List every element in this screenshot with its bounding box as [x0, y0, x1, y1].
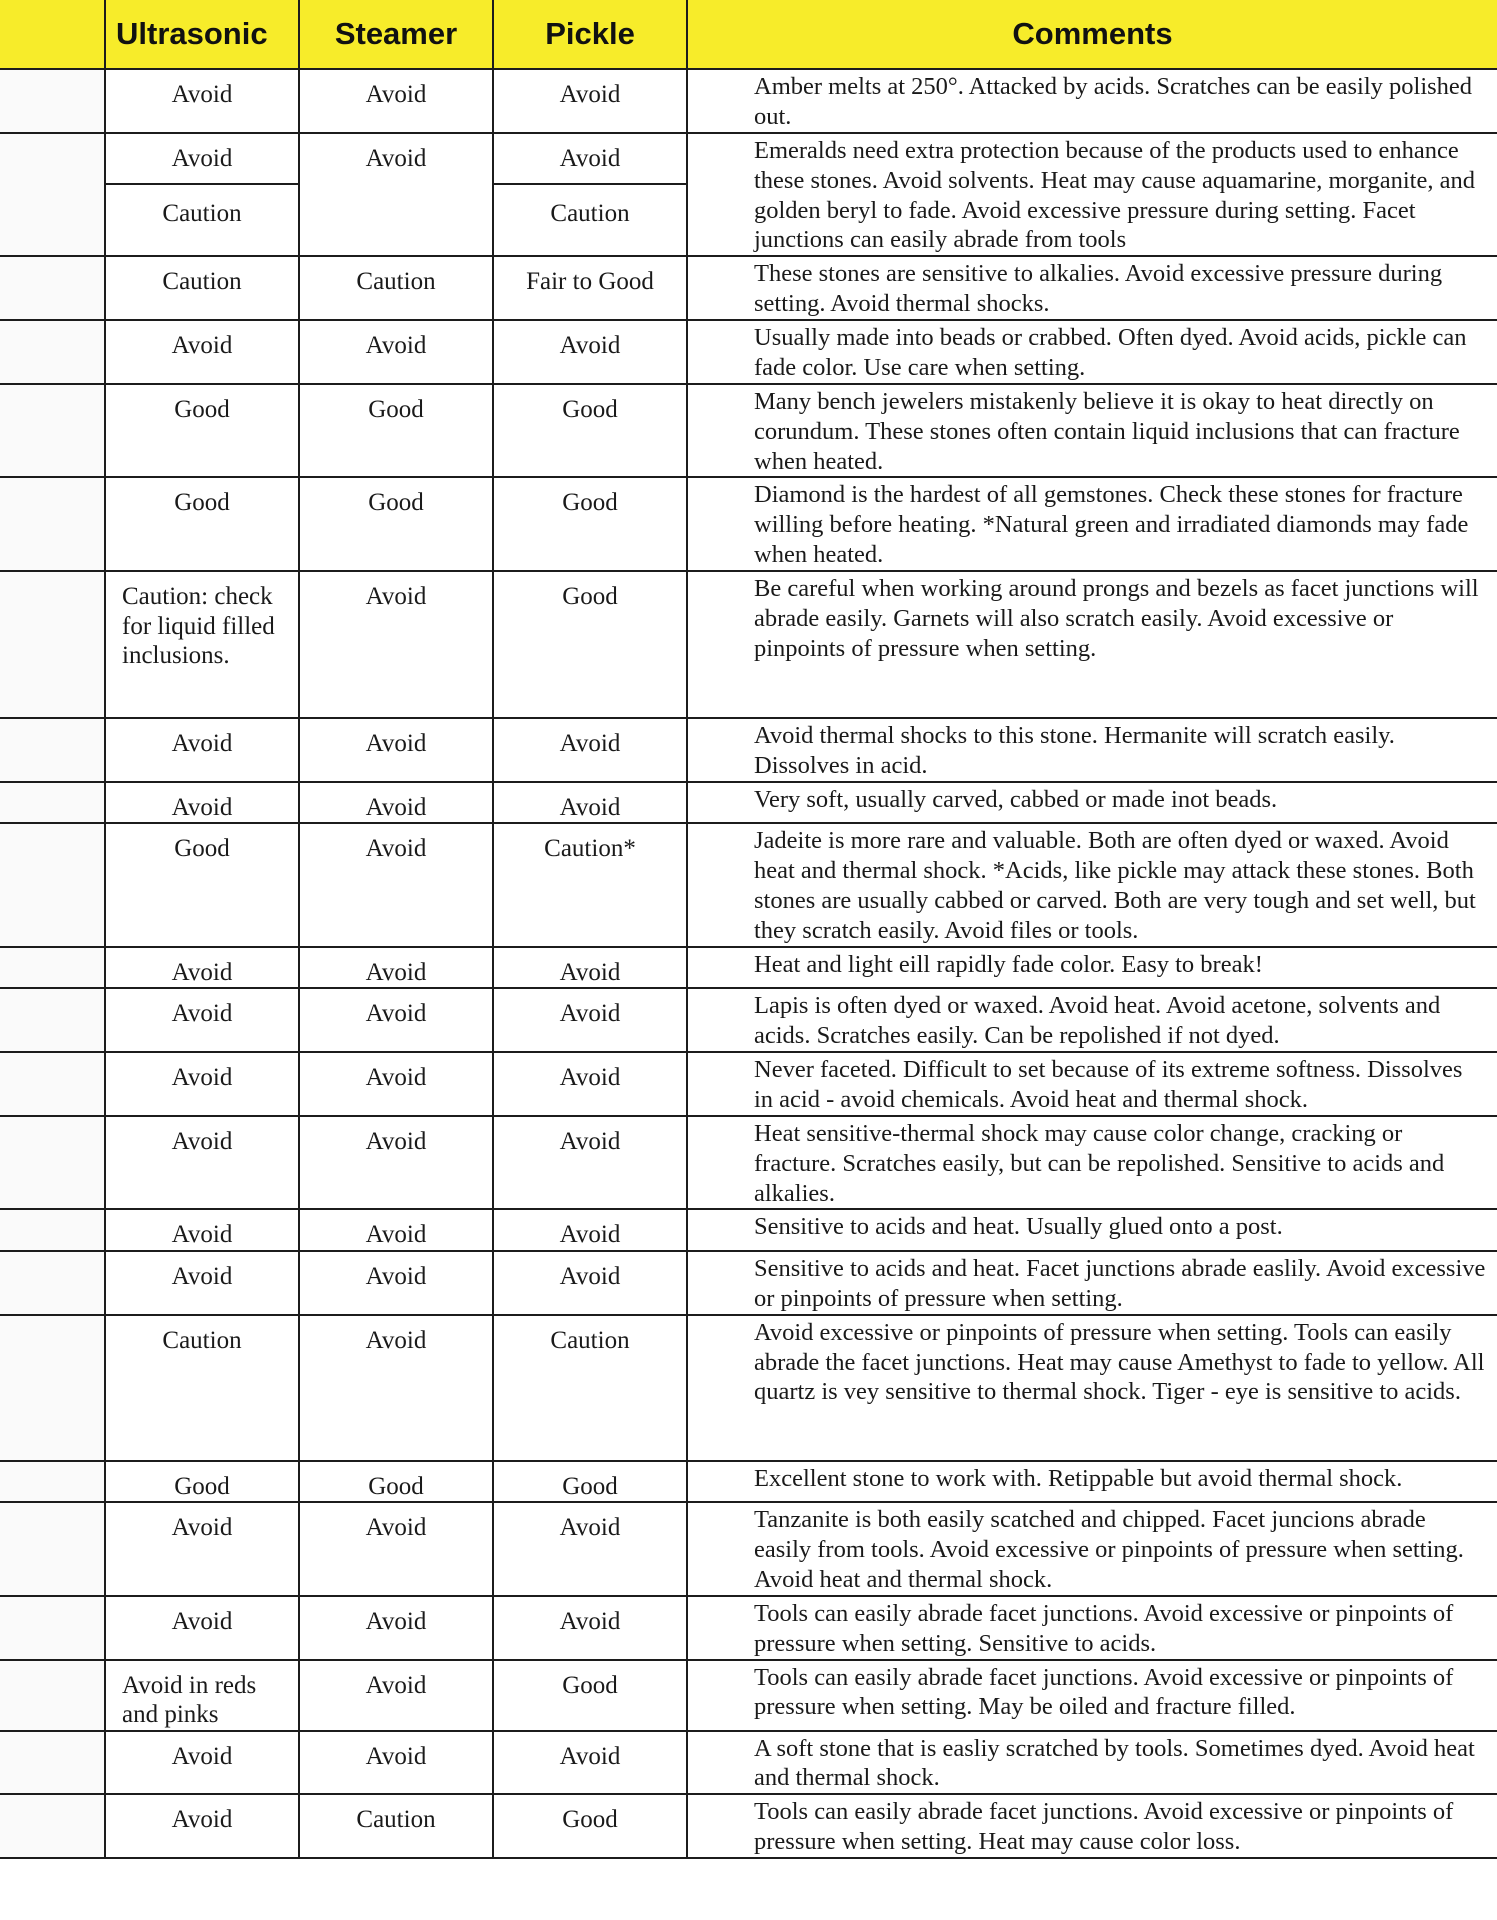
- ultrasonic-cell: Avoid: [105, 1116, 299, 1210]
- table-row: [0, 571, 1497, 718]
- ultrasonic-cell: Caution: check for liquid filled inclusions.: [105, 571, 299, 718]
- pickle-cell: Avoid Caution: [493, 133, 687, 257]
- comment-cell: Be careful when working around prongs and bezels as facet junctions will abrade easily. Garnets will also scratch easily. Avoid excessive or pinpoints of pressure when setting.: [687, 571, 1497, 718]
- ultrasonic-cell: Avoid: [105, 1794, 299, 1858]
- pickle-cell: Avoid: [493, 1596, 687, 1660]
- stone-name-cell: [0, 1209, 105, 1251]
- stone-name-cell: [0, 1731, 105, 1795]
- steamer-cell: Avoid: [299, 947, 493, 989]
- comment-cell: Sensitive to acids and heat. Usually glued onto a post.: [687, 1209, 1497, 1251]
- comment-cell: Excellent stone to work with. Retippable but avoid thermal shock.: [687, 1461, 1497, 1503]
- pickle-cell: Good: [493, 1461, 687, 1503]
- steamer-cell: Good: [299, 384, 493, 478]
- ultrasonic-cell: Caution: [105, 256, 299, 320]
- stone-name-cell: [0, 69, 105, 133]
- pickle-cell: Avoid: [493, 718, 687, 782]
- header-row: [0, 0, 1497, 69]
- table-row: [0, 477, 1497, 571]
- ultrasonic-cell: Avoid: [105, 947, 299, 989]
- table-row: [0, 1596, 1497, 1660]
- ultrasonic-cell: Avoid: [105, 1502, 299, 1596]
- ultrasonic-cell: Caution: [105, 1315, 299, 1461]
- pickle-header: Pickle: [493, 0, 687, 69]
- stone-name-cell: [0, 782, 105, 824]
- pickle-cell: Avoid: [493, 320, 687, 384]
- steamer-cell: Avoid: [299, 1209, 493, 1251]
- table-row: [0, 1502, 1497, 1596]
- stone-name-cell: [0, 988, 105, 1052]
- steamer-cell: Avoid: [299, 1502, 493, 1596]
- comment-cell: Tools can easily abrade facet junctions. Avoid excessive or pinpoints of pressure when setting. Heat may cause color loss.: [687, 1794, 1497, 1858]
- steamer-cell: Avoid: [299, 1660, 493, 1731]
- ultrasonic-cell: Avoid: [105, 69, 299, 133]
- pickle-cell: Avoid: [493, 1209, 687, 1251]
- table-row: [0, 256, 1497, 320]
- comment-cell: Heat sensitive-thermal shock may cause color change, cracking or fracture. Scratches easily, but can be repolished. Sensitive to acids and alkalies.: [687, 1116, 1497, 1210]
- pickle-cell: Good: [493, 1660, 687, 1731]
- table-row: [0, 384, 1497, 478]
- table-row: [0, 69, 1497, 133]
- stone-name-cell: [0, 1251, 105, 1315]
- pickle-cell: Avoid: [493, 782, 687, 824]
- steamer-cell: Avoid: [299, 823, 493, 947]
- pickle-cell: Avoid: [493, 1251, 687, 1315]
- ultrasonic-cell: Avoid: [105, 1731, 299, 1795]
- pickle-cell: Avoid: [493, 1731, 687, 1795]
- steamer-cell: Good: [299, 477, 493, 571]
- steamer-cell: Avoid: [299, 1251, 493, 1315]
- stone-name-cell: [0, 384, 105, 478]
- comment-cell: Very soft, usually carved, cabbed or made inot beads.: [687, 782, 1497, 824]
- ultrasonic-cell: Avoid: [105, 782, 299, 824]
- comments-header: Comments: [687, 0, 1497, 69]
- steamer-cell: Avoid: [299, 718, 493, 782]
- steamer-cell: Avoid: [299, 1052, 493, 1116]
- comment-cell: Avoid excessive or pinpoints of pressure when setting. Tools can easily abrade the facet junctions. Heat may cause Amethyst to fade to yellow. All quartz is vey sensitive to thermal shock. Tiger - eye is sensitive to acids.: [687, 1315, 1497, 1461]
- steamer-cell: Caution: [299, 256, 493, 320]
- pickle-cell: Avoid: [493, 1052, 687, 1116]
- steamer-cell: Avoid: [299, 571, 493, 718]
- table-body: [0, 69, 1497, 1858]
- ultrasonic-cell: Avoid in reds and pinks: [105, 1660, 299, 1731]
- steamer-cell: Caution: [299, 1794, 493, 1858]
- pickle-cell: Avoid: [493, 69, 687, 133]
- table-row: [0, 988, 1497, 1052]
- stone-name-cell: [0, 477, 105, 571]
- steamer-cell: Avoid: [299, 1731, 493, 1795]
- comment-cell: Heat and light eill rapidly fade color. Easy to break!: [687, 947, 1497, 989]
- stone-name-cell: [0, 1116, 105, 1210]
- pickle-cell: Avoid: [493, 947, 687, 989]
- table-row: [0, 1251, 1497, 1315]
- steamer-cell: Good: [299, 1461, 493, 1503]
- comment-cell: Tools can easily abrade facet junctions. Avoid excessive or pinpoints of pressure when setting. Sensitive to acids.: [687, 1596, 1497, 1660]
- table-row: [0, 1660, 1497, 1731]
- stone-name-cell: [0, 1794, 105, 1858]
- steamer-header: Steamer: [299, 0, 493, 69]
- comment-cell: Jadeite is more rare and valuable. Both are often dyed or waxed. Avoid heat and thermal shock. *Acids, like pickle may attack these stones. Both stones are usually cabbed or carved. Both are very tough and set well, but they scratch easily. Avoid files or tools.: [687, 823, 1497, 947]
- comment-cell: Emeralds need extra protection because of the products used to enhance these stones. Avoid solvents. Heat may cause aquamarine, morganite, and golden beryl to fade. Avoid excessive pressure during setting. Facet junctions can easily abrade from tools: [687, 133, 1497, 257]
- ultrasonic-cell: Avoid Caution: [105, 133, 299, 257]
- comment-cell: Sensitive to acids and heat. Facet junctions abrade easlily. Avoid excessive or pinpoints of pressure when setting.: [687, 1251, 1497, 1315]
- comment-cell: Usually made into beads or crabbed. Often dyed. Avoid acids, pickle can fade color. Use care when setting.: [687, 320, 1497, 384]
- stone-name-cell: [0, 947, 105, 989]
- table-row: [0, 1794, 1497, 1858]
- table-row: [0, 823, 1497, 947]
- comment-cell: Never faceted. Difficult to set because of its extreme softness. Dissolves in acid - avoid chemicals. Avoid heat and thermal shock.: [687, 1052, 1497, 1116]
- ultrasonic-cell: Avoid: [105, 320, 299, 384]
- stone-name-cell: [0, 718, 105, 782]
- stone-name-cell: [0, 1315, 105, 1461]
- steamer-cell: Avoid: [299, 988, 493, 1052]
- pickle-cell: Caution*: [493, 823, 687, 947]
- ultrasonic-cell: Good: [105, 823, 299, 947]
- table-row: [0, 1116, 1497, 1210]
- pickle-cell: Caution: [493, 1315, 687, 1461]
- ultrasonic-cell: Avoid: [105, 988, 299, 1052]
- stone-name-cell: [0, 1502, 105, 1596]
- table-row: [0, 320, 1497, 384]
- ultrasonic-cell: Good: [105, 1461, 299, 1503]
- stone-name-cell: [0, 571, 105, 718]
- comment-cell: Diamond is the hardest of all gemstones. Check these stones for fracture willing before heating. *Natural green and irradiated diamonds may fade when heated.: [687, 477, 1497, 571]
- comment-cell: Avoid thermal shocks to this stone. Hermanite will scratch easily. Dissolves in acid.: [687, 718, 1497, 782]
- ultrasonic-cell: Avoid: [105, 1209, 299, 1251]
- stone-name-cell: [0, 1596, 105, 1660]
- stone-name-cell: [0, 1052, 105, 1116]
- stone-name-cell: [0, 256, 105, 320]
- steamer-cell: Avoid: [299, 69, 493, 133]
- pickle-cell: Good: [493, 571, 687, 718]
- steamer-cell: Avoid: [299, 133, 493, 257]
- comment-cell: Tools can easily abrade facet junctions. Avoid excessive or pinpoints of pressure when setting. May be oiled and fracture filled.: [687, 1660, 1497, 1731]
- steamer-cell: Avoid: [299, 320, 493, 384]
- table-row: [0, 782, 1497, 824]
- comment-cell: A soft stone that is easliy scratched by tools. Sometimes dyed. Avoid heat and thermal shock.: [687, 1731, 1497, 1795]
- ultrasonic-cell: Avoid: [105, 1052, 299, 1116]
- comment-cell: Lapis is often dyed or waxed. Avoid heat. Avoid acetone, solvents and acids. Scratches easily. Can be repolished if not dyed.: [687, 988, 1497, 1052]
- table-row: [0, 718, 1497, 782]
- ultrasonic-cell: Avoid: [105, 1596, 299, 1660]
- comment-cell: Amber melts at 250°. Attacked by acids. Scratches can be easily polished out.: [687, 69, 1497, 133]
- ultrasonic-cell: Avoid: [105, 718, 299, 782]
- stone-name-cell: [0, 133, 105, 257]
- pickle-cell: Fair to Good: [493, 256, 687, 320]
- table-row: [0, 1052, 1497, 1116]
- pickle-cell: Good: [493, 1794, 687, 1858]
- ultrasonic-cell: Avoid: [105, 1251, 299, 1315]
- ultrasonic-cell: Good: [105, 384, 299, 478]
- pickle-cell: Good: [493, 384, 687, 478]
- pickle-cell: Avoid: [493, 988, 687, 1052]
- stone-name-cell: [0, 1461, 105, 1503]
- comment-cell: Many bench jewelers mistakenly believe it is okay to heat directly on corundum. These stones often contain liquid inclusions that can fracture when heated.: [687, 384, 1497, 478]
- steamer-cell: Avoid: [299, 1116, 493, 1210]
- ultrasonic-header: Ultrasonic: [105, 0, 299, 69]
- steamer-cell: Avoid: [299, 1596, 493, 1660]
- stone-name-cell: [0, 823, 105, 947]
- table-row: [0, 1315, 1497, 1461]
- pickle-cell: Avoid: [493, 1502, 687, 1596]
- ultrasonic-cell: Good: [105, 477, 299, 571]
- pickle-cell: Avoid: [493, 1116, 687, 1210]
- stone-name-cell: [0, 1660, 105, 1731]
- table-row: [0, 1461, 1497, 1503]
- stone-name-cell: [0, 320, 105, 384]
- table-row: [0, 133, 1497, 257]
- steamer-cell: Avoid: [299, 1315, 493, 1461]
- table-row: [0, 947, 1497, 989]
- pickle-cell: Good: [493, 477, 687, 571]
- stone-header: [0, 0, 105, 69]
- table-row: [0, 1209, 1497, 1251]
- steamer-cell: Avoid: [299, 782, 493, 824]
- comment-cell: Tanzanite is both easily scatched and chipped. Facet juncions abrade easily from tools. Avoid excessive or pinpoints of pressure when setting. Avoid heat and thermal shock.: [687, 1502, 1497, 1596]
- table-row: [0, 1731, 1497, 1795]
- comment-cell: These stones are sensitive to alkalies. Avoid excessive pressure during setting. Avoid thermal shocks.: [687, 256, 1497, 320]
